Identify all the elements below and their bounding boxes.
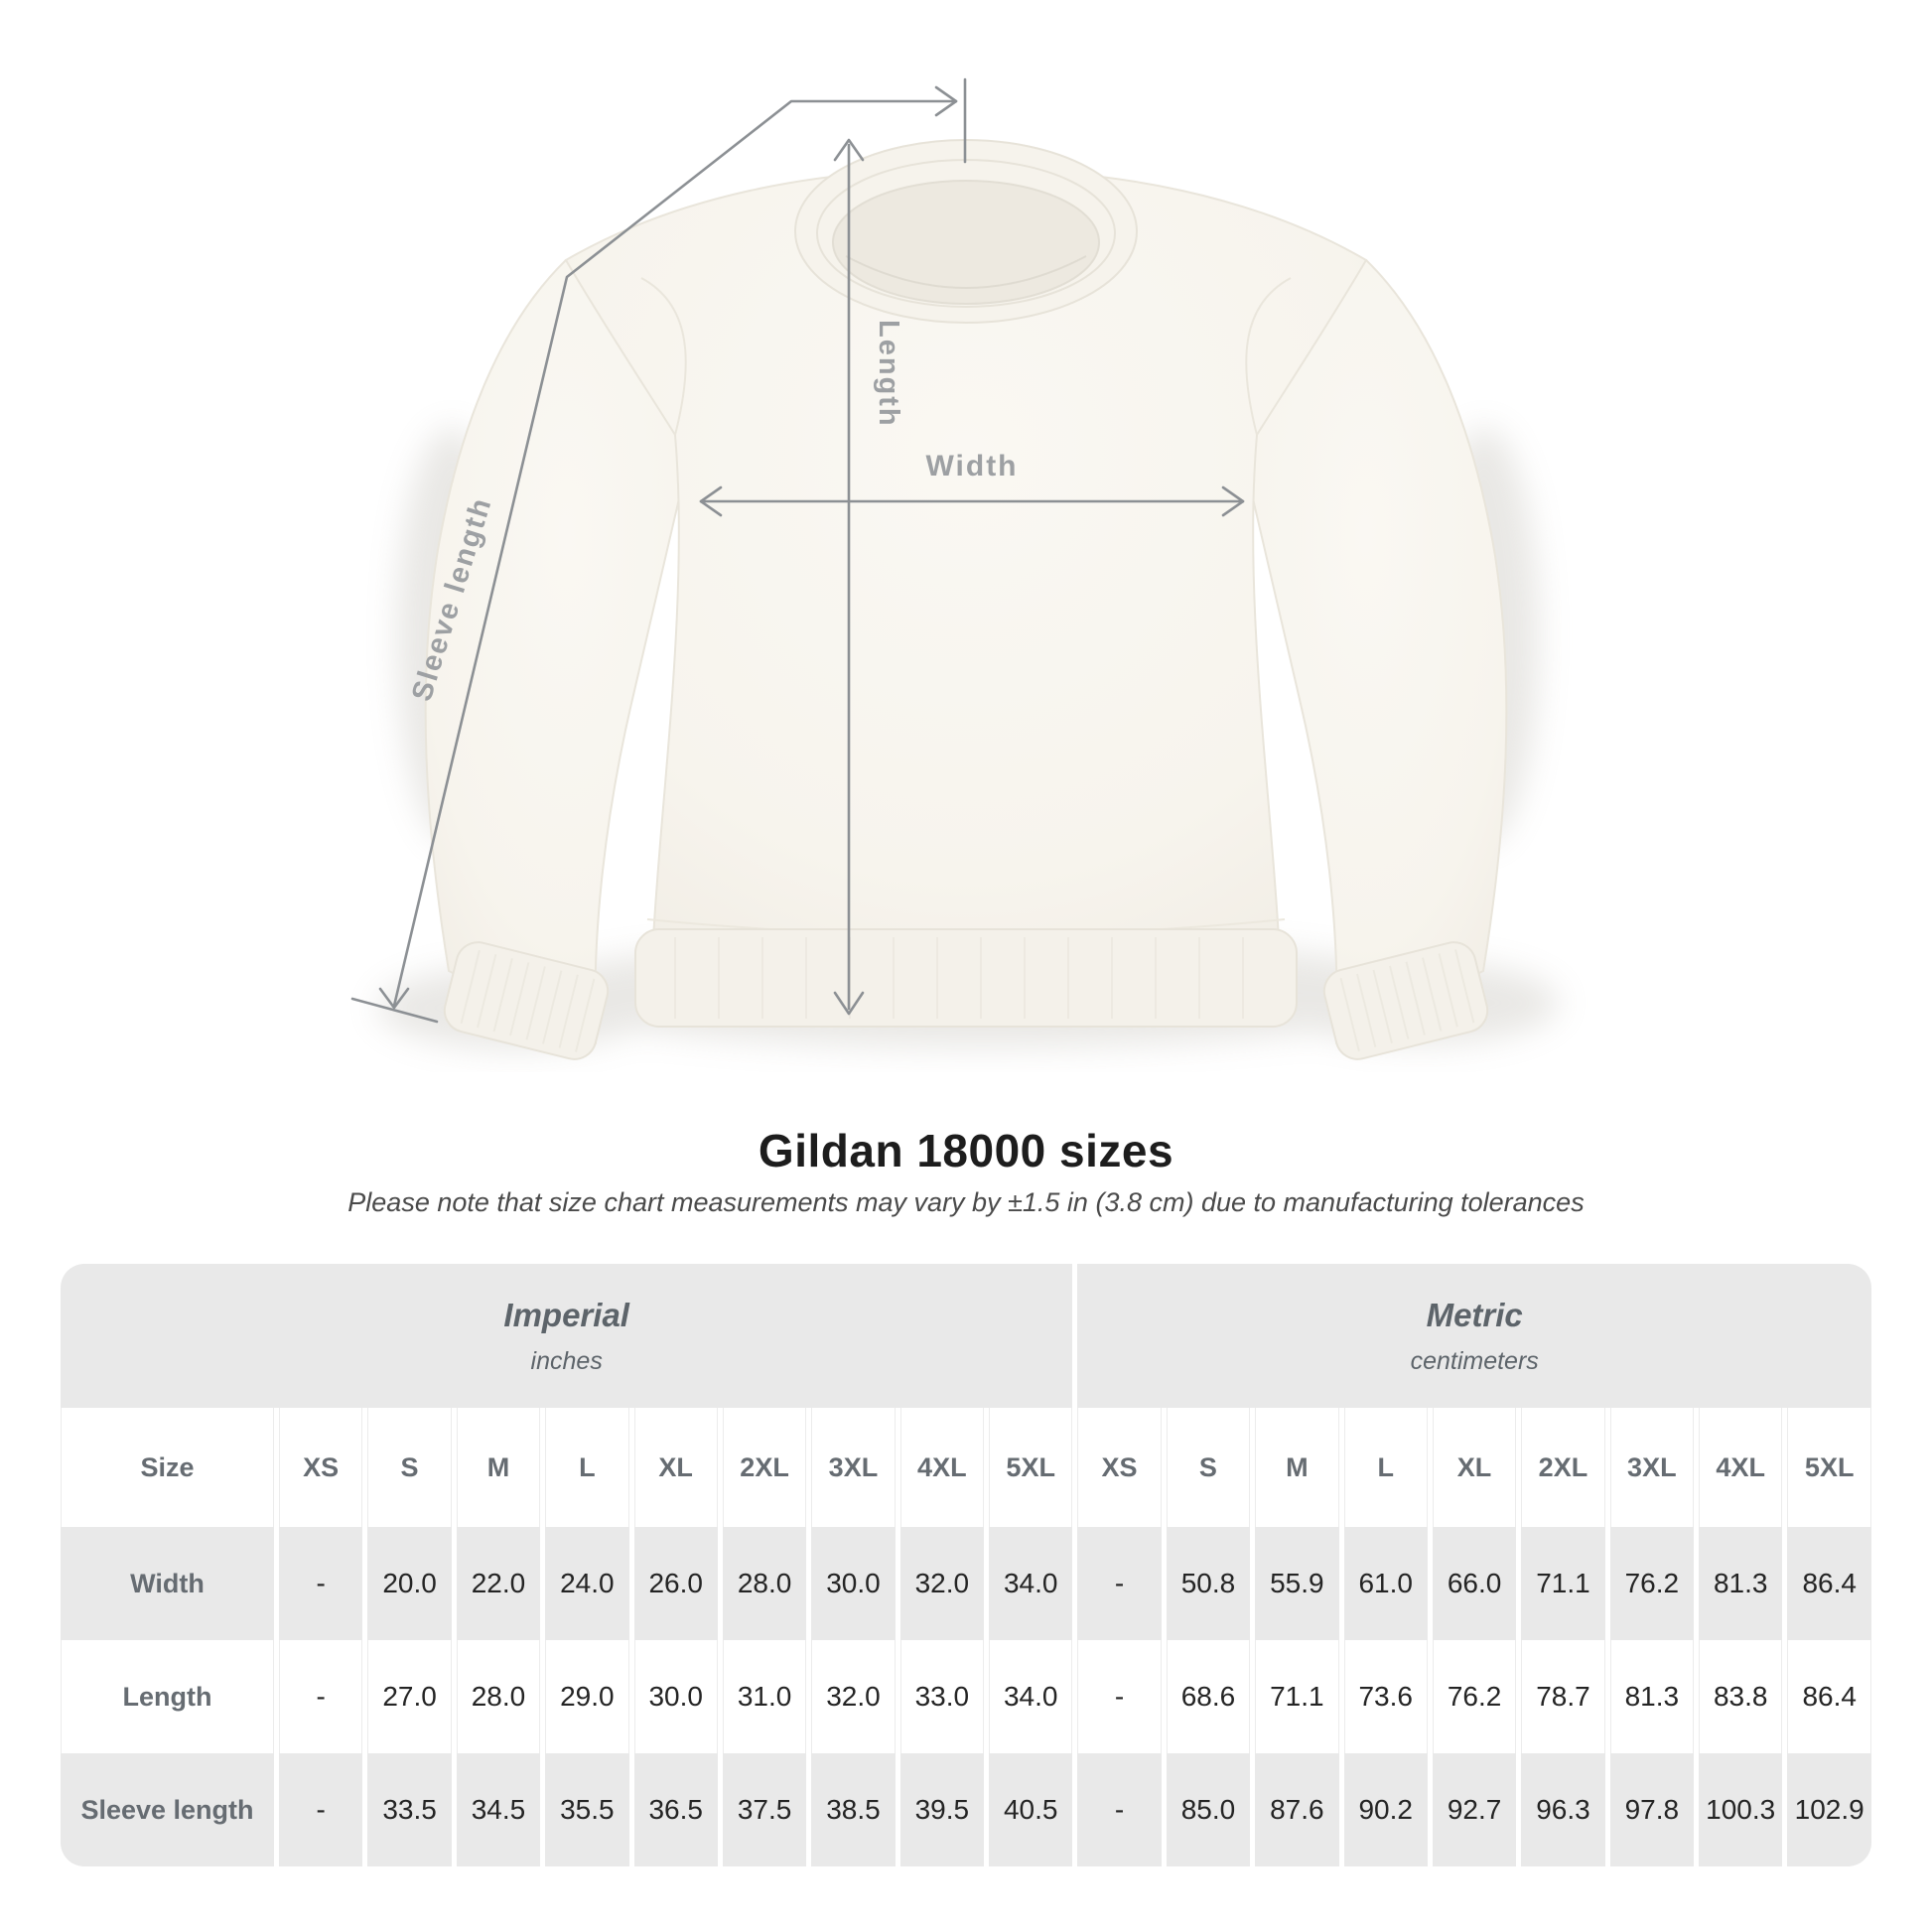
size-column-header: XS: [279, 1408, 362, 1527]
size-value-cell: 50.8: [1167, 1527, 1250, 1640]
size-column-header: 3XL: [811, 1408, 895, 1527]
size-value-cell: -: [279, 1527, 362, 1640]
tolerance-note: Please note that size chart measurements may vary by ±1.5 in (3.8 cm) due to manufacturing tolerances: [347, 1187, 1585, 1217]
size-value-cell: 90.2: [1344, 1753, 1428, 1866]
hem-band: [635, 929, 1297, 1027]
size-value-cell: -: [279, 1640, 362, 1753]
size-value-cell: 73.6: [1344, 1640, 1428, 1753]
row-label: Sleeve length: [61, 1753, 274, 1866]
size-value-cell: 76.2: [1433, 1640, 1516, 1753]
table-row: [61, 1640, 1871, 1753]
size-value-cell: 40.5: [989, 1753, 1072, 1866]
size-value-cell: 86.4: [1787, 1640, 1871, 1753]
size-value-cell: 86.4: [1787, 1527, 1871, 1640]
size-value-cell: 55.9: [1255, 1527, 1338, 1640]
size-value-cell: 78.7: [1521, 1640, 1604, 1753]
size-value-cell: 28.0: [457, 1640, 540, 1753]
size-value-cell: 32.0: [900, 1527, 984, 1640]
size-column-header: M: [457, 1408, 540, 1527]
table-row: [61, 1753, 1871, 1866]
size-value-cell: -: [1077, 1753, 1161, 1866]
size-header-row: [61, 1408, 1871, 1527]
size-value-cell: 33.5: [367, 1753, 451, 1866]
unit-group-metric: [1077, 1264, 1871, 1408]
size-value-cell: 39.5: [900, 1753, 984, 1866]
size-column-header: 5XL: [989, 1408, 1072, 1527]
size-value-cell: 68.6: [1167, 1640, 1250, 1753]
size-value-cell: 28.0: [723, 1527, 806, 1640]
size-column-header: 4XL: [900, 1408, 984, 1527]
size-value-cell: 32.0: [811, 1640, 895, 1753]
size-value-cell: 38.5: [811, 1753, 895, 1866]
size-value-cell: 36.5: [634, 1753, 718, 1866]
size-value-cell: 71.1: [1255, 1640, 1338, 1753]
size-value-cell: 26.0: [634, 1527, 718, 1640]
size-column-header: XS: [1077, 1408, 1161, 1527]
size-value-cell: 35.5: [545, 1753, 628, 1866]
size-value-cell: 66.0: [1433, 1527, 1516, 1640]
size-value-cell: 100.3: [1699, 1753, 1782, 1866]
size-value-cell: 102.9: [1787, 1753, 1871, 1866]
size-column-header: 5XL: [1787, 1408, 1871, 1527]
size-value-cell: 81.3: [1610, 1640, 1694, 1753]
unit-band-row: [61, 1264, 1871, 1408]
unit-group-sublabel: inches: [530, 1346, 603, 1375]
size-value-cell: 29.0: [545, 1640, 628, 1753]
size-column-header: 3XL: [1610, 1408, 1694, 1527]
size-column-header: 2XL: [723, 1408, 806, 1527]
size-column-header: L: [545, 1408, 628, 1527]
size-value-cell: 83.8: [1699, 1640, 1782, 1753]
size-value-cell: 76.2: [1610, 1527, 1694, 1640]
length-label: Length: [873, 320, 904, 428]
size-chart-table: [56, 1264, 1876, 1866]
size-value-cell: 27.0: [367, 1640, 451, 1753]
size-chart-body: [61, 1264, 1871, 1866]
size-column-header: XL: [634, 1408, 718, 1527]
size-value-cell: 34.5: [457, 1753, 540, 1866]
size-value-cell: 30.0: [634, 1640, 718, 1753]
size-column-header: XL: [1433, 1408, 1516, 1527]
size-column-header: 4XL: [1699, 1408, 1782, 1527]
row-label: Width: [61, 1527, 274, 1640]
unit-group-imperial: [61, 1264, 1072, 1408]
size-value-cell: 92.7: [1433, 1753, 1516, 1866]
unit-group-label: Metric: [1426, 1296, 1523, 1333]
size-column-header: S: [1167, 1408, 1250, 1527]
size-column-header: L: [1344, 1408, 1428, 1527]
size-value-cell: 20.0: [367, 1527, 451, 1640]
sweatshirt: [426, 140, 1507, 1064]
size-value-cell: 34.0: [989, 1527, 1072, 1640]
size-value-cell: -: [1077, 1527, 1161, 1640]
table-row: [61, 1527, 1871, 1640]
unit-group-sublabel: centimeters: [1410, 1346, 1539, 1375]
sleeve-length-label: Sleeve length: [405, 492, 498, 705]
size-value-cell: -: [1077, 1640, 1161, 1753]
size-value-cell: 87.6: [1255, 1753, 1338, 1866]
size-value-cell: -: [279, 1753, 362, 1866]
collar: [795, 140, 1137, 323]
size-value-cell: 96.3: [1521, 1753, 1604, 1866]
size-value-cell: 34.0: [989, 1640, 1072, 1753]
size-column-header: 2XL: [1521, 1408, 1604, 1527]
page-title: Gildan 18000 sizes: [758, 1125, 1174, 1176]
size-column-header: M: [1255, 1408, 1338, 1527]
size-value-cell: 61.0: [1344, 1527, 1428, 1640]
size-value-cell: 30.0: [811, 1527, 895, 1640]
size-value-cell: 81.3: [1699, 1527, 1782, 1640]
row-label: Length: [61, 1640, 274, 1753]
size-value-cell: 31.0: [723, 1640, 806, 1753]
size-value-cell: 97.8: [1610, 1753, 1694, 1866]
unit-group-label: Imperial: [503, 1296, 629, 1333]
size-value-cell: 33.0: [900, 1640, 984, 1753]
width-label: Width: [925, 450, 1019, 483]
size-value-cell: 85.0: [1167, 1753, 1250, 1866]
size-value-cell: 22.0: [457, 1527, 540, 1640]
size-value-cell: 37.5: [723, 1753, 806, 1866]
size-header-label: Size: [61, 1408, 274, 1527]
size-column-header: S: [367, 1408, 451, 1527]
size-value-cell: 24.0: [545, 1527, 628, 1640]
size-value-cell: 71.1: [1521, 1527, 1604, 1640]
